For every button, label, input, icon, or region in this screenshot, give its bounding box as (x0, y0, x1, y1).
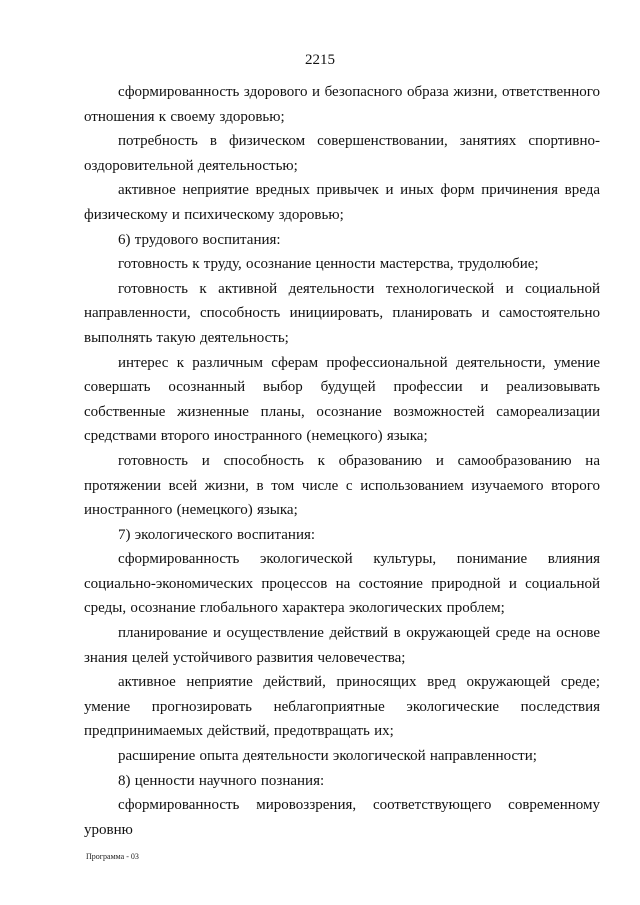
paragraph: готовность к активной деятельности технологической и социальной направленности, способность инициировать, планировать и самостоятельно выполнять такую деятельность; (84, 280, 600, 346)
page-footer: Программа - 03 (86, 852, 139, 861)
paragraph: сформированность здорового и безопасного образа жизни, ответственного отношения к своему здоровью; (84, 84, 600, 125)
paragraph: сформированность мировоззрения, соответствующего современному уровню (84, 797, 600, 838)
section-heading: 7) экологического воспитания: (118, 526, 316, 543)
document-body (84, 80, 600, 842)
paragraph: активное неприятие вредных привычек и иных форм причинения вреда физическому и психическому здоровью; (84, 182, 600, 223)
paragraph: сформированность экологической культуры, понимание влияния социально-экономических процессов на состояние природной и социальной среды, осознание глобального характера экологических проблем; (84, 551, 600, 617)
paragraph: планирование и осуществление действий в окружающей среде на основе знания целей устойчивого развития человечества; (84, 625, 600, 666)
section-heading: 8) ценности научного познания: (118, 772, 325, 789)
paragraph: готовность и способность к образованию и самообразованию на протяжении всей жизни, в том числе с использованием изучаемого второго иностранного (немецкого) языка; (84, 452, 600, 519)
paragraph: потребность в физическом совершенствовании, занятиях спортивно-оздоровительной деятельностью; (84, 133, 600, 174)
paragraph: готовность к труду, осознание ценности мастерства, трудолюбие; (118, 256, 539, 273)
section-heading: 6) трудового воспитания: (118, 231, 281, 248)
page-number: 2215 (305, 52, 335, 68)
paragraph: расширение опыта деятельности экологической направленности; (118, 748, 537, 765)
paragraph: активное неприятие действий, приносящих вред окружающей среде; умение прогнозировать неблагоприятные экологические последствия предпринимаемых действий, предотвращать их; (84, 674, 600, 740)
paragraph: интерес к различным сферам профессиональной деятельности, умение совершать осознанный выбор будущей профессии и реализовывать собственные жизненные планы, осознание возможностей самореализации средствами второго иностранного (немецкого) языка; (84, 354, 600, 445)
